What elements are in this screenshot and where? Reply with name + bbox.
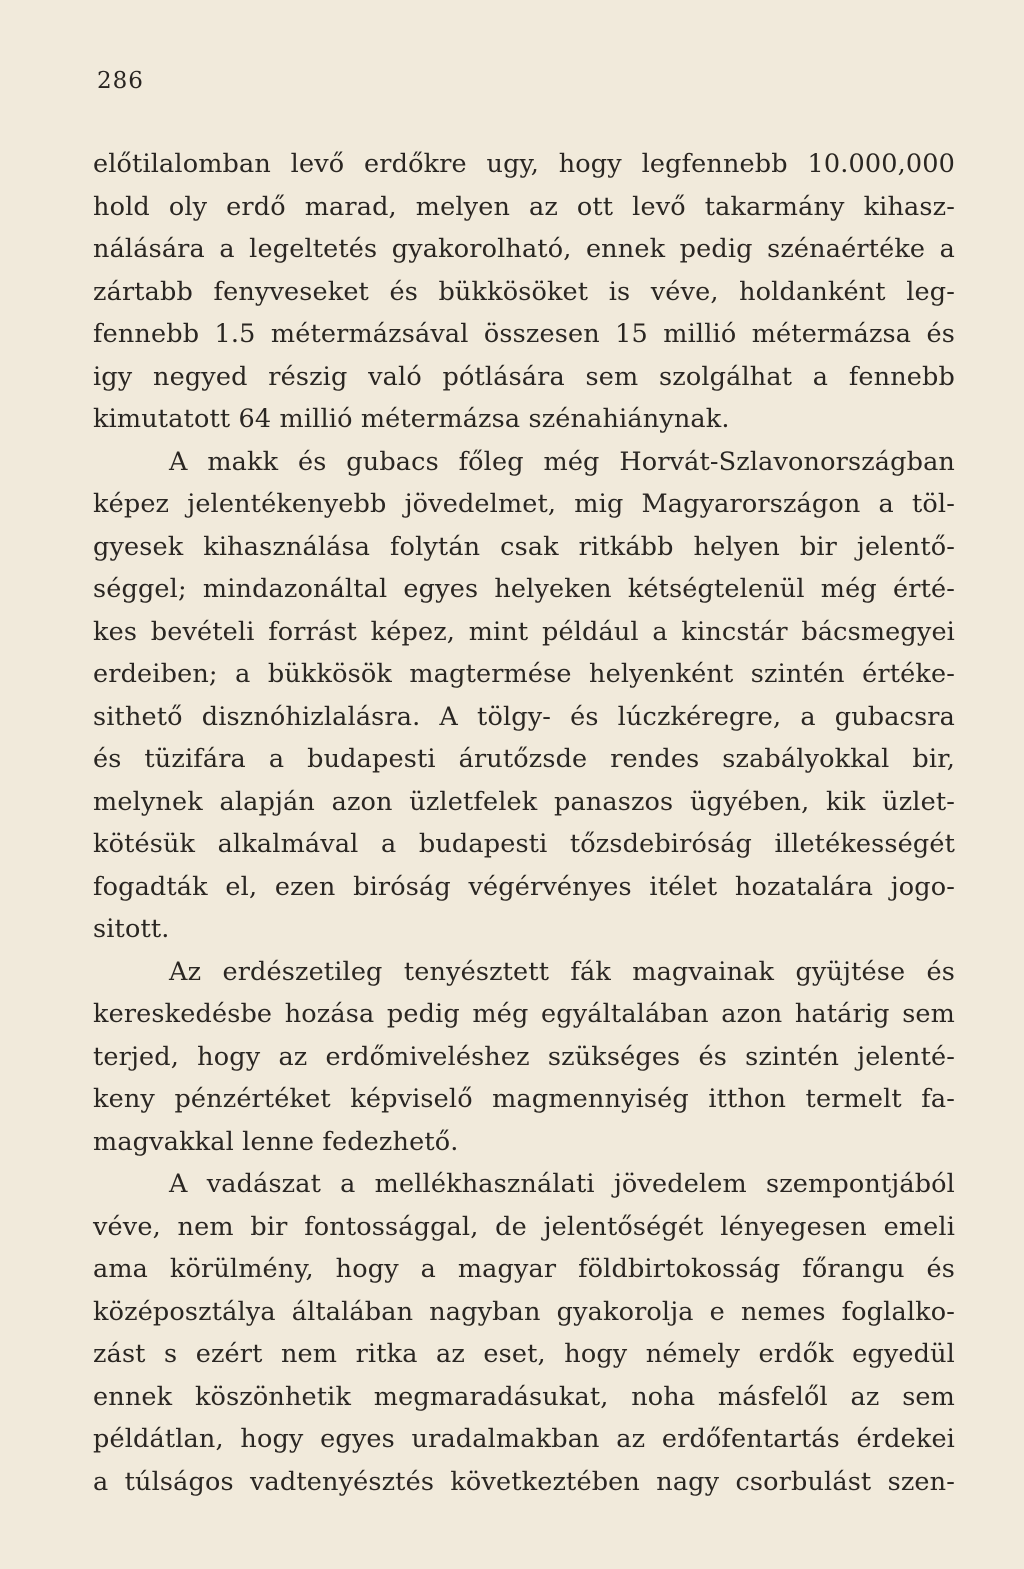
text-line: zártabb fenyveseket és bükkösöket is véve, holdanként leg- (93, 276, 955, 307)
text-line: A makk és gubacs főleg még Horvát-Szlavonországban (169, 446, 955, 477)
text-line: kereskedésbe hozása pedig még egyáltalában azon határig sem (93, 999, 955, 1029)
text-line: séggel; mindazonáltal egyes helyeken kétségtelenül még érté- (93, 574, 955, 604)
text-line: igy negyed részig való pótlására sem szolgálhat a fennebb (93, 361, 955, 392)
text-line: nálására a legeltetés gyakorolható, ennek pedig szénaértéke a (93, 234, 955, 264)
text-line: erdeiben; a bükkösök magtermése helyenként szintén értéke- (93, 659, 955, 689)
page-number: 286 (97, 68, 144, 94)
text-line: véve, nem bir fontossággal, de jelentőségét lényegesen emeli (93, 1211, 955, 1242)
text-line: példátlan, hogy egyes uradalmakban az erdőfentartás érdekei (93, 1424, 955, 1454)
text-line: és tüzifára a budapesti árutőzsde rendes szabályokkal bir, (93, 744, 955, 774)
text-line: fennebb 1.5 métermázsával összesen 15 millió métermázsa és (93, 319, 955, 349)
text-line: melynek alapján azon üzletfelek panaszos ügyében, kik üzlet- (93, 786, 955, 817)
text-line: fogadták el, ezen biróság végérvényes itélet hozatalára jogo- (93, 871, 955, 902)
text-line: sitott. (93, 914, 170, 944)
text-line: gyesek kihasználása folytán csak ritkább helyen bir jelentő- (93, 531, 955, 562)
text-line: terjed, hogy az erdőmiveléshez szükséges és szintén jelenté- (93, 1041, 955, 1072)
text-line: magvakkal lenne fedezhető. (93, 1126, 459, 1157)
text-line: kötésük alkalmával a budapesti tőzsdebiróság illetékességét (93, 829, 955, 859)
body-text (93, 143, 955, 1503)
text-line: kimutatott 64 millió métermázsa szénahiánynak. (93, 404, 730, 434)
text-line: a túlságos vadtenyésztés következtében nagy csorbulást szen- (93, 1466, 955, 1497)
text-line: hold oly erdő marad, melyen az ott levő takarmány kihasz- (93, 191, 955, 222)
text-line: képez jelentékenyebb jövedelmet, mig Magyarországon a töl- (93, 489, 955, 519)
text-line: középosztálya általában nagyban gyakorolja e nemes foglalko- (93, 1296, 955, 1327)
text-line: előtilalomban levő erdőkre ugy, hogy legfennebb 10.000,000 (93, 149, 955, 179)
text-line: sithető disznóhizlalásra. A tölgy- és lúczkéregre, a gubacsra (93, 701, 955, 732)
text-line: kes bevételi forrást képez, mint például a kincstár bácsmegyei (93, 616, 955, 647)
text-line: A vadászat a mellékhasználati jövedelem szempontjából (169, 1169, 955, 1199)
text-line: ama körülmény, hogy a magyar földbirtokosság főrangu és (93, 1254, 955, 1284)
text-line: ennek köszönhetik megmaradásukat, noha másfelől az sem (93, 1381, 955, 1412)
text-line: keny pénzértéket képviselő magmennyiség itthon termelt fa- (93, 1084, 955, 1114)
text-line: zást s ezért nem ritka az eset, hogy némely erdők egyedül (93, 1339, 955, 1369)
text-line: Az erdészetileg tenyésztett fák magvainak gyüjtése és (169, 956, 955, 987)
